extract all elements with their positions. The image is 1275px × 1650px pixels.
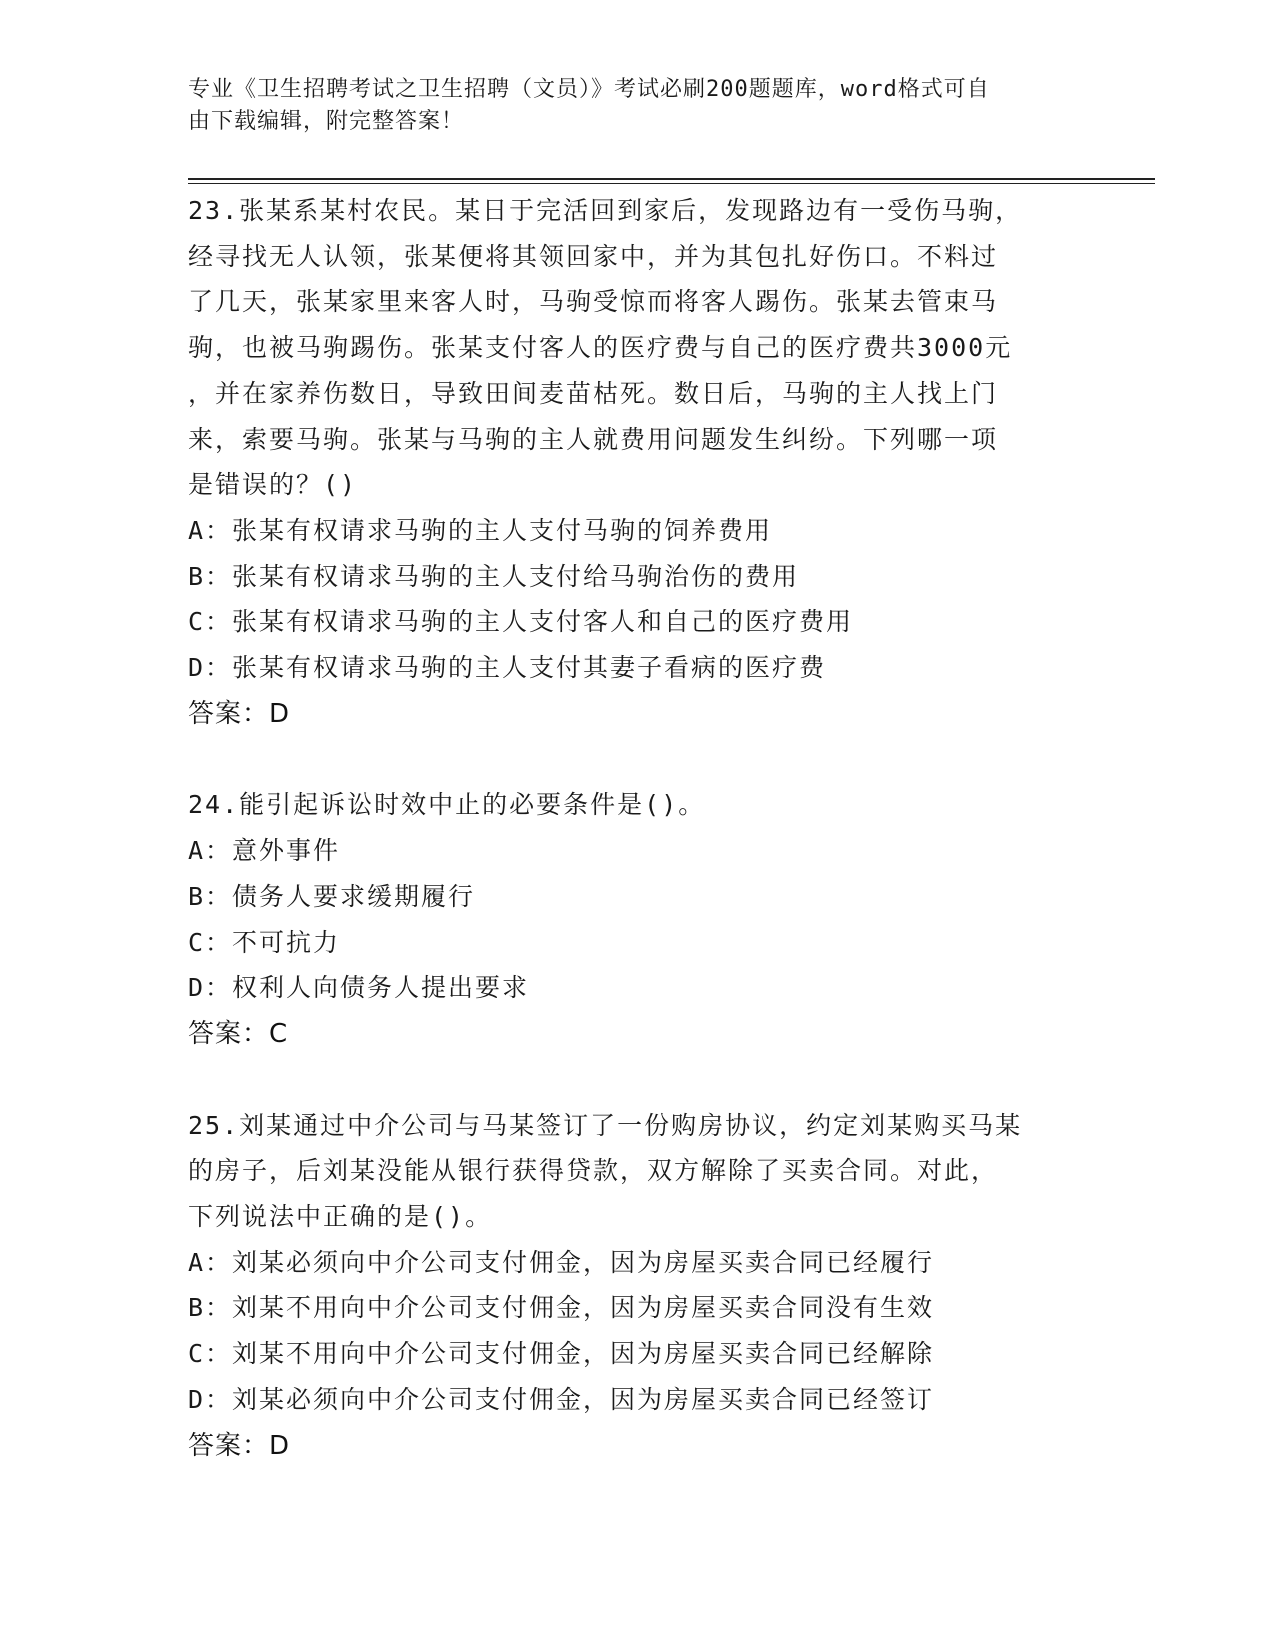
question-stem-line: 了几天，张某家里来客人时，马驹受惊而将客人踢伤。张某去管束马 [188, 287, 999, 317]
answer-option: D：张某有权请求马驹的主人支付其妻子看病的医疗费 [188, 653, 827, 683]
header-rule [188, 178, 1155, 180]
question-block [188, 188, 1088, 737]
header-rule-thin [188, 183, 1155, 184]
question-stem-line: 25.刘某通过中介公司与马某签订了一份购房协议，约定刘某购买马某 [188, 1110, 1023, 1140]
header-line-2: 由下载编辑，附完整答案！ [188, 109, 465, 134]
question-stem-line: ，并在家养伤数日，导致田间麦苗枯死。数日后，马驹的主人找上门 [188, 378, 999, 408]
question-stem-line: 下列说法中正确的是()。 [188, 1202, 493, 1232]
question-stem-line: 24.能引起诉讼时效中止的必要条件是()。 [188, 790, 706, 820]
answer-key: 答案：D [188, 698, 291, 729]
answer-option: A：意外事件 [188, 836, 341, 866]
answer-option: B：债务人要求缓期履行 [188, 881, 476, 911]
question-list [188, 188, 1088, 1469]
answer-option: A：刘某必须向中介公司支付佣金，因为房屋买卖合同已经履行 [188, 1247, 935, 1277]
question-stem-line: 23.张某系某村农民。某日于完活回到家后，发现路边有一受伤马驹， [188, 196, 1023, 225]
answer-key: 答案：D [188, 1430, 291, 1461]
header-line-1: 专业《卫生招聘考试之卫生招聘（文员）》考试必刷200题题库，word格式可自 [188, 77, 990, 102]
answer-option: C：张某有权请求马驹的主人支付客人和自己的医疗费用 [188, 607, 854, 637]
question-stem-line: 驹，也被马驹踢伤。张某支付客人的医疗费与自己的医疗费共3000元 [188, 333, 1013, 363]
document-header [188, 74, 1068, 138]
question-stem-line: 来，索要马驹。张某与马驹的主人就费用问题发生纠纷。下列哪一项 [188, 424, 999, 454]
question-block [188, 782, 1088, 1057]
question-stem-line: 是错误的？() [188, 470, 358, 500]
answer-option: C：刘某不用向中介公司支付佣金，因为房屋买卖合同已经解除 [188, 1339, 935, 1369]
question-spacer [188, 1057, 1088, 1103]
question-stem-line: 经寻找无人认领，张某便将其领回家中，并为其包扎好伤口。不料过 [188, 241, 999, 271]
question-block [188, 1103, 1088, 1469]
answer-option: D：权利人向债务人提出要求 [188, 973, 530, 1003]
question-spacer [188, 737, 1088, 783]
answer-option: B：张某有权请求马驹的主人支付给马驹治伤的费用 [188, 561, 800, 591]
answer-option: D：刘某必须向中介公司支付佣金，因为房屋买卖合同已经签订 [188, 1384, 935, 1414]
answer-option: C：不可抗力 [188, 927, 341, 957]
answer-option: A：张某有权请求马驹的主人支付马驹的饲养费用 [188, 515, 773, 545]
answer-key: 答案：C [188, 1018, 289, 1049]
question-stem-line: 的房子，后刘某没能从银行获得贷款，双方解除了买卖合同。对此， [188, 1156, 999, 1186]
answer-option: B：刘某不用向中介公司支付佣金，因为房屋买卖合同没有生效 [188, 1293, 935, 1323]
